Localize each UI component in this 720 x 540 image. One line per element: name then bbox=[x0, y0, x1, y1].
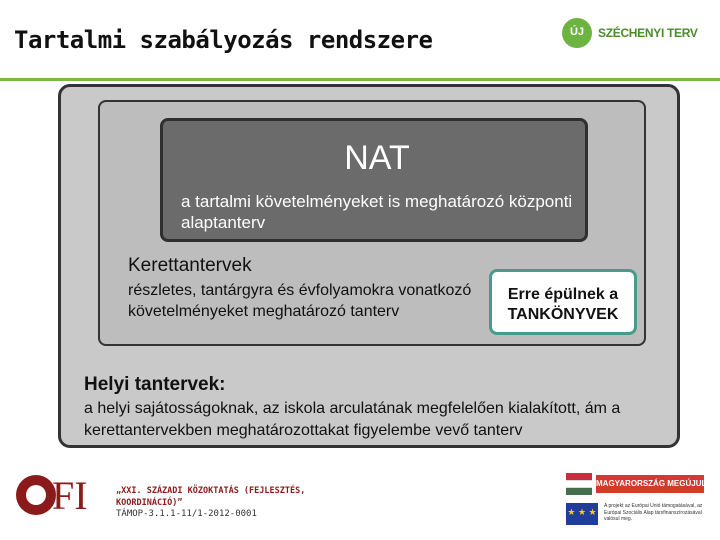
szechenyi-logo-name: SZÉCHENYI TERV bbox=[598, 26, 698, 40]
szechenyi-circle-text: ÚJ bbox=[569, 26, 585, 38]
eu-flag-icon bbox=[566, 503, 598, 525]
page-title: Tartalmi szabályozás rendszere bbox=[14, 26, 433, 54]
header-divider bbox=[0, 78, 720, 81]
eu-funding-text: A projekt az Európai Unió támogatásával, az Európai Szociális Alap társfinanszírozásával valósul meg. bbox=[604, 503, 703, 522]
magyarorszag-banner-text: MAGYARORSZÁG MEGÚJUL bbox=[596, 479, 707, 488]
szechenyi-circle-icon bbox=[562, 18, 592, 48]
magyarorszag-megujul-logo bbox=[566, 473, 707, 497]
eu-stars-icon: ★ ★ ★ bbox=[567, 507, 597, 517]
project-title: „XXI. SZÁZADI KÖZOKTATÁS (FEJLESZTÉS, KOORDINÁCIÓ)” bbox=[116, 486, 306, 508]
nat-box bbox=[160, 118, 588, 242]
magyarorszag-banner bbox=[596, 475, 707, 493]
helyi-tantervek-description: a helyi sajátosságoknak, az iskola arculatának megfelelően kialakított, ám a kerettantervekben meghatározottakat figyelembe vevő tanterv bbox=[84, 400, 621, 439]
ofi-logo-letters: FI bbox=[52, 473, 88, 518]
nat-description: a tartalmi követelményeket is meghatározó központi alaptanterv bbox=[181, 192, 573, 232]
kerettantervek-description: részletes, tantárgyra és évfolyamokra vonatkozó követelményeket meghatározó tanterv bbox=[128, 282, 472, 320]
footer bbox=[0, 455, 720, 540]
kerettantervek-title: Kerettantervek bbox=[128, 255, 252, 276]
helyi-tantervek-title: Helyi tantervek: bbox=[84, 374, 226, 395]
hungarian-flag-icon bbox=[566, 473, 592, 495]
nat-title: NAT bbox=[344, 139, 410, 177]
szechenyi-terv-logo bbox=[562, 18, 712, 50]
project-code: TÁMOP-3.1.1-11/1-2012-0001 bbox=[116, 509, 257, 519]
eu-funding-notice bbox=[566, 501, 706, 527]
ofi-logo bbox=[16, 475, 102, 519]
tankonyvek-callout-text: Erre épülnek a TANKÖNYVEK bbox=[507, 286, 619, 323]
tankonyvek-callout bbox=[489, 269, 637, 335]
ofi-circle-icon bbox=[16, 475, 56, 515]
